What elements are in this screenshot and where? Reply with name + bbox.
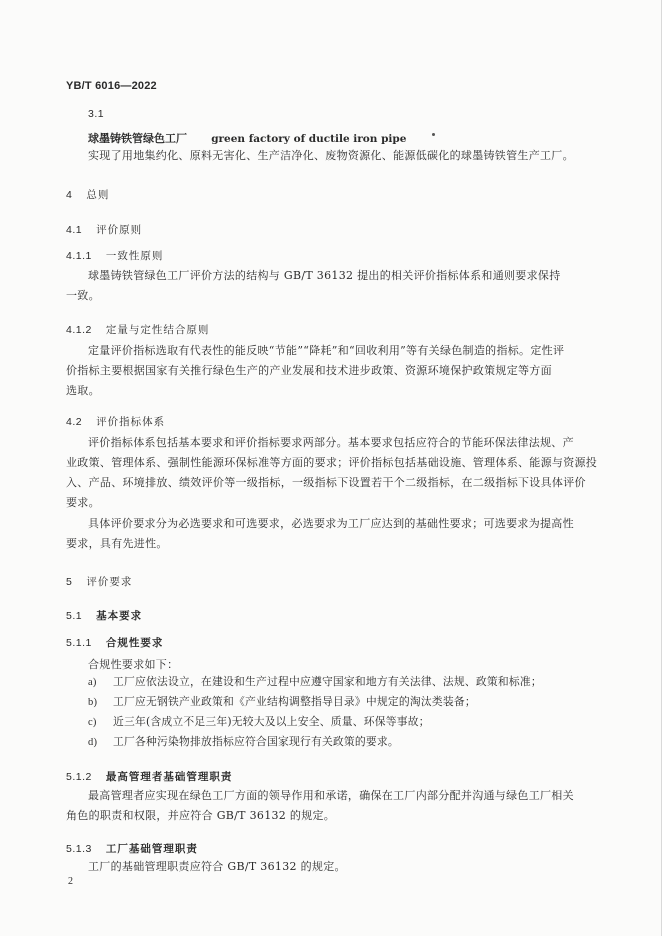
body-line: 评价指标体系包括基本要求和评价指标要求两部分。基本要求包括应符合的节能环保法律法规、产 — [88, 436, 574, 449]
body-line: 要求，具有先进性。 — [66, 537, 168, 550]
section-number: 4.1.1 — [66, 250, 92, 262]
term-english: green factory of ductile iron pipe — [211, 133, 407, 145]
list-item — [88, 734, 399, 749]
section-5-1-1-heading — [66, 631, 163, 650]
list-text: 近三年(含成立不足三年)无较大及以上安全、质量、环保等事故； — [113, 715, 430, 728]
section-number: 4.1.2 — [66, 324, 92, 336]
section-title: 最高管理者基础管理职责 — [105, 771, 233, 783]
section-title: 工厂基础管理职责 — [105, 843, 198, 855]
body-line: 工厂的基础管理职责应符合 GB/T 36132 的规定。 — [88, 860, 346, 873]
body-line: 价指标主要根据国家有关推行绿色生产的产业发展和技术进步政策、资源环境保护政策规定等方面 — [66, 364, 552, 377]
page-number: 2 — [68, 876, 73, 887]
section-5-1-3-heading — [66, 837, 198, 856]
list-item — [88, 714, 430, 729]
body-line: 球墨铸铁管绿色工厂评价方法的结构与 GB/T 36132 提出的相关评价指标体系和通则要求保持 — [88, 269, 561, 282]
section-title: 合规性要求 — [105, 637, 164, 649]
section-4-2-heading — [66, 410, 165, 429]
body-line: 入、产品、环境排放、绩效评价等一级指标，一级指标下设置若干个二级指标，在二级指标下设具体评价 — [66, 476, 586, 489]
list-text: 工厂应依法设立，在建设和生产过程中应遵守国家和地方有关法律、法规、政策和标准； — [113, 675, 542, 688]
section-title: 评价要求 — [86, 576, 133, 588]
section-number: 5.1.3 — [66, 843, 92, 855]
section-number: 5.1 — [66, 610, 83, 622]
body-line: 一致。 — [66, 289, 100, 302]
section-4-heading — [66, 183, 109, 202]
section-4-1-2-heading — [66, 318, 209, 337]
list-marker: d) — [88, 737, 98, 748]
section-number: 5.1.1 — [66, 637, 92, 649]
body-line: 定量评价指标选取有代表性的能反映“节能”“降耗”和“回收利用”等有关绿色制造的指标。定性评 — [88, 344, 565, 357]
body-line: 角色的职责和权限，并应符合 GB/T 36132 的规定。 — [66, 809, 336, 822]
section-number: 5 — [66, 576, 73, 588]
list-text: 工厂各种污染物排放指标应符合国家现行有关政策的要求。 — [113, 735, 399, 748]
list-intro: 合规性要求如下： — [88, 658, 179, 671]
section-number: 5.1.2 — [66, 771, 92, 783]
section-title: 评价指标体系 — [96, 416, 166, 428]
term-3-1 — [88, 127, 406, 146]
list-item — [88, 674, 542, 689]
section-title: 总则 — [86, 189, 110, 201]
section-title: 评价原则 — [96, 224, 143, 236]
section-number: 4.1 — [66, 224, 83, 236]
body-line: 具体评价要求分为必选要求和可选要求，必选要求为工厂应达到的基础性要求；可选要求为提高性 — [88, 517, 574, 530]
list-item — [88, 694, 476, 709]
term-definition: 实现了用地集约化、原料无害化、生产洁净化、废物资源化、能源低碳化的球墨铸铁管生产工厂。 — [88, 149, 574, 162]
section-4-1-1-heading — [66, 244, 163, 263]
section-title: 定量与定性结合原则 — [105, 324, 210, 336]
body-line: 业政策、管理体系、强制性能源环保标准等方面的要求；评价指标包括基础设施、管理体系、能源与资源投 — [66, 456, 598, 469]
section-3-1-number: 3.1 — [88, 108, 105, 120]
section-5-heading — [66, 570, 132, 589]
list-marker: b) — [88, 697, 98, 708]
section-title: 基本要求 — [96, 610, 143, 622]
standard-code-header: YB/T 6016—2022 — [66, 80, 157, 92]
term-chinese: 球墨铸铁管绿色工厂 — [88, 132, 187, 145]
section-title: 一致性原则 — [105, 250, 164, 262]
section-5-1-2-heading — [66, 765, 232, 784]
section-number: 4 — [66, 189, 73, 201]
body-line: 选取。 — [66, 384, 100, 397]
section-number: 4.2 — [66, 416, 83, 428]
list-text: 工厂应无钢铁产业政策和《产业结构调整指导目录》中规定的淘汰类装备； — [113, 695, 476, 708]
list-marker: c) — [88, 717, 97, 728]
body-line: 最高管理者应实现在绿色工厂方面的领导作用和承诺，确保在工厂内部分配并沟通与绿色工厂相关 — [88, 789, 574, 802]
section-4-1-heading — [66, 218, 142, 237]
dust-speck — [432, 133, 435, 136]
list-marker: a) — [88, 677, 97, 688]
section-5-1-heading — [66, 604, 142, 623]
body-line: 要求。 — [66, 496, 100, 509]
